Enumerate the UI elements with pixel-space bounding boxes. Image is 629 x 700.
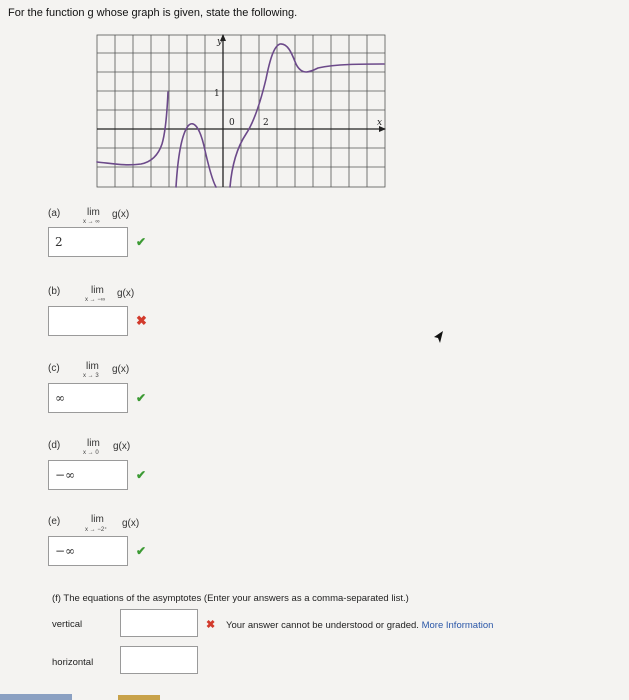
part-b-function: g(x) (117, 288, 135, 299)
check-icon: ✔ (136, 544, 147, 558)
need-help-button-partial[interactable] (0, 690, 200, 700)
part-b-lim-subscript: x → −∞ (85, 297, 106, 303)
part-b-lim: lim (91, 285, 104, 296)
cross-icon: ✖ (136, 313, 147, 328)
part-a-function: g(x) (112, 209, 130, 220)
check-icon: ✔ (136, 391, 147, 405)
part-d-label: (d) (48, 440, 61, 451)
part-a-lim: lim (87, 207, 100, 218)
part-c-function: g(x) (112, 364, 130, 375)
more-information-link[interactable]: More Information (421, 620, 494, 631)
y-axis-label: y (217, 37, 223, 47)
problem-prompt: For the function g whose graph is given, state the following. (8, 7, 298, 19)
part-c-label: (c) (48, 363, 60, 374)
part-e-label: (e) (48, 516, 61, 527)
part-a-lim-subscript: x → ∞ (83, 219, 100, 225)
check-icon: ✔ (136, 468, 147, 482)
part-a-answer-input[interactable]: 2 (48, 227, 128, 257)
part-f-instruction: (f) The equations of the asymptotes (Enter your answers as a comma-separated list.) (52, 593, 409, 604)
vertical-label: vertical (52, 619, 83, 630)
function-graph (96, 34, 386, 188)
tick-label-one: 1 (214, 89, 220, 99)
part-d-function: g(x) (113, 441, 131, 452)
part-e-lim: lim (91, 514, 104, 525)
vertical-asymptote-input[interactable] (120, 609, 198, 637)
tick-label-two: 2 (263, 118, 269, 128)
part-e-lim-subscript: x → −2⁺ (85, 527, 108, 533)
part-b-label: (b) (48, 286, 61, 297)
horizontal-asymptote-input[interactable] (120, 646, 198, 674)
error-text: Your answer cannot be understood or graded. (226, 620, 419, 631)
error-message (226, 620, 493, 631)
part-c-lim: lim (86, 361, 99, 372)
part-c-lim-subscript: x → 3 (83, 373, 99, 379)
cursor-arrow-icon (433, 330, 445, 344)
function-curve (97, 44, 384, 187)
part-d-answer-input[interactable]: −∞ (48, 460, 128, 490)
part-b-answer-input[interactable] (48, 306, 128, 336)
cross-icon: ✖ (206, 619, 216, 631)
part-c-answer-input[interactable]: ∞ (48, 383, 128, 413)
x-axis-label: x (377, 118, 383, 128)
horizontal-label: horizontal (52, 657, 94, 668)
part-d-lim-subscript: x → 0 (83, 450, 99, 456)
part-a-label: (a) (48, 208, 61, 219)
part-e-answer-input[interactable]: −∞ (48, 536, 128, 566)
part-e-function: g(x) (122, 518, 140, 529)
part-d-lim: lim (87, 438, 100, 449)
check-icon: ✔ (136, 235, 147, 249)
tick-label-zero: 0 (229, 118, 235, 128)
